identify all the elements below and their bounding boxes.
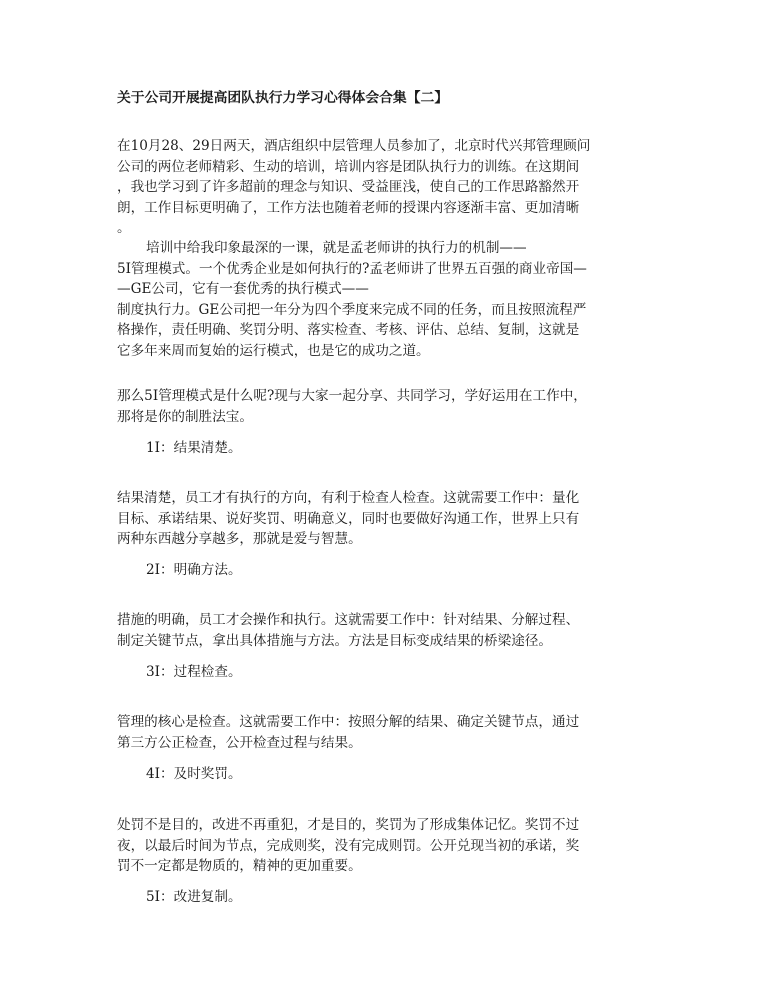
section-heading-1i: 1I：结果清楚。 [146, 440, 242, 456]
paragraph-line: 公司的两位老师精彩、生动的培训，培训内容是团队执行力的训练。在这期间 [117, 158, 580, 175]
paragraph-line: 处罚不是目的，改进不再重犯，才是目的，奖罚为了形成集体记忆。奖罚不过 [117, 817, 580, 833]
paragraph-1i [117, 488, 657, 550]
paragraph-line: 5I管理模式。一个优秀企业是如何执行的?孟老师讲了世界五百强的商业帝国— [117, 260, 587, 277]
paragraph-line: 结果清楚，员工才有执行的方向，有利于检查人检查。这就需要工作中：量化 [117, 490, 580, 506]
paragraph-line: 制定关键节点，拿出具体措施与方法。方法是目标变成结果的桥梁途径。 [117, 632, 552, 649]
paragraph-line: 那么5I管理模式是什么呢?现与大家一起分享、共同学习，学好运用在工作中， [117, 388, 587, 404]
paragraph-line: 两种东西越分享越多，那就是爱与智慧。 [117, 531, 362, 547]
paragraph-4i [117, 815, 657, 877]
paragraph-line: 格操作，责任明确、奖罚分明、落实检查、考核、评估、总结、复制，这就是 [117, 322, 580, 338]
paragraph-training [117, 238, 657, 361]
paragraph-line: 在10月28、29日两天，酒店组织中层管理人员参加了，北京时代兴邦管理顾问 [117, 138, 591, 154]
paragraph-line: 。 [117, 220, 131, 236]
paragraph-line: 第三方公正检查，公开检查过程与结果。 [117, 734, 362, 751]
paragraph-line: 它多年来周而复始的运行模式，也是它的成功之道。 [117, 342, 430, 359]
section-heading-5i: 5I：改进复制。 [146, 889, 242, 905]
paragraph-line: 措施的明确，员工才会操作和执行。这就需要工作中：针对结果、分解过程、 [117, 612, 580, 628]
paragraph-line: 管理的核心是检查。这就需要工作中：按照分解的结果、确定关键节点，通过 [117, 714, 580, 730]
paragraph-line: 罚不一定都是物质的，精神的更加重要。 [117, 858, 362, 874]
paragraph-line: 朗，工作目标更明确了，工作方法也随着老师的授课内容逐渐丰富、更加清晰 [117, 199, 580, 216]
paragraph-intro [117, 136, 657, 239]
paragraph-line: 目标、承诺结果、说好奖罚、明确意义，同时也要做好沟通工作，世界上只有 [117, 510, 580, 527]
section-heading-2i: 2I：明确方法。 [146, 562, 242, 578]
paragraph-line: 夜，以最后时间为节点，完成则奖，没有完成则罚。公开兑现当初的承诺，奖 [117, 837, 580, 854]
document-title: 关于公司开展提高团队执行力学习心得体会合集【二】 [117, 90, 449, 106]
section-heading-4i: 4I：及时奖罚。 [146, 766, 242, 782]
paragraph-line: 那将是你的制胜法宝。 [117, 408, 253, 425]
paragraph-line: 培训中给我印象最深的一课，就是孟老师讲的执行力的机制—— [146, 240, 527, 256]
paragraph-5i-intro [117, 386, 657, 427]
paragraph-line: —GE公司，它有一套优秀的执行模式—— [117, 281, 369, 297]
paragraph-line: 制度执行力。GE公司把一年分为四个季度来完成不同的任务，而且按照流程严 [117, 301, 587, 318]
paragraph-line: ，我也学习到了许多超前的理念与知识、受益匪浅，使自己的工作思路豁然开 [117, 179, 580, 195]
paragraph-2i [117, 610, 657, 651]
paragraph-3i [117, 712, 657, 753]
section-heading-3i: 3I：过程检查。 [146, 664, 242, 680]
